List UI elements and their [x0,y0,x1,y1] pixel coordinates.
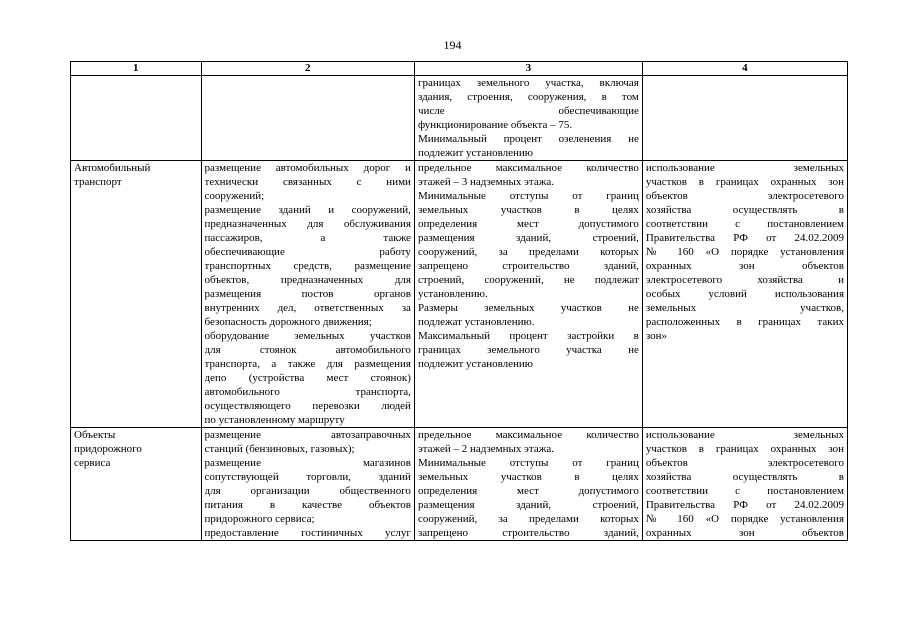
text-line: сооружений, за пределами которых [417,246,639,258]
table-row-continuation [71,76,848,161]
text-line: расположенных в границах таких [645,316,844,328]
text-line: функционирование объекта – 75. [417,119,573,131]
cell-parameters [414,76,642,161]
header-col-2: 2 [201,62,414,76]
text-line: определения мест допустимого [417,485,639,497]
text-line: Минимальные отступы от границ [417,457,639,469]
text-line: соответствии с постановлением [645,485,844,497]
cell-restrictions [642,428,847,541]
text-line: соответствии с постановлением [645,218,844,230]
text-line: размещения зданий, строений, [417,232,639,244]
text-line: внутренних дел, ответственных за [204,302,411,314]
text-line: подлежит установлению [417,147,534,159]
text-line: границах земельного участка, включая [417,77,639,89]
text-line: участков в границах охранных зон [645,443,844,455]
text-line: этажей – 2 надземных этажа. [417,443,554,455]
text-line: размещение автозаправочных [204,429,411,441]
text-line: подлежит установлению [417,358,534,370]
text-line: сервиса [74,457,111,469]
text-line: технически связанных с ними [204,176,411,188]
text-line: пассажиров, а также [204,232,411,244]
text-line: Правительства РФ от 24.02.2009 [645,232,844,244]
cell-type [71,428,202,541]
text-line: оборудование земельных участков [204,330,411,342]
text-line: размещения зданий, строений, [417,499,639,511]
text-line: депо (устройства мест стоянок) [204,372,411,384]
regulations-table [70,61,848,541]
text-line: № 160 «О порядке установления [645,246,844,258]
text-line: транспорт [74,176,122,188]
text-line: зон» [645,330,668,342]
header-col-3: 3 [414,62,642,76]
text-line: станций (бензиновых, газовых); [204,443,355,455]
text-line: охранных зон объектов [645,527,844,539]
text-line: границах земельного участка не [417,344,639,356]
text-line: предоставление гостиничных услуг [204,527,411,539]
text-line: для стоянок автомобильного [204,344,411,356]
text-line: здания, строения, сооружения, в том [417,91,639,103]
text-line: особых условий использования [645,288,844,300]
cell-restrictions [642,76,847,161]
text-line: строений, сооружений, не подлежат [417,274,639,286]
text-line: предназначенных для обслуживания [204,218,411,230]
text-line: использование земельных [645,429,844,441]
header-col-1: 1 [71,62,202,76]
text-line: размещение зданий и сооружений, [204,204,411,216]
cell-restrictions [642,161,847,428]
text-line: земельных участков в целях [417,471,639,483]
text-line: запрещено строительство зданий, [417,260,639,272]
text-line: электросетевого хозяйства и [645,274,844,286]
text-line: Максимальный процент застройки в [417,330,639,342]
text-line: сооружений; [204,190,265,202]
text-line: сопутствующей торговли, зданий [204,471,411,483]
text-line: сооружений, за пределами которых [417,513,639,525]
text-line: определения мест допустимого [417,218,639,230]
text-line: осуществляющего перевозки людей [204,400,411,412]
text-line: охранных зон объектов [645,260,844,272]
text-line: транспортных средств, размещение [204,260,411,272]
header-col-4: 4 [642,62,847,76]
text-line: числе обеспечивающие [417,105,639,117]
text-line: участков в границах охранных зон [645,176,844,188]
text-line: Автомобильный [74,162,151,174]
text-line: объектов электросетевого [645,190,844,202]
text-line: придорожного сервиса; [204,513,315,525]
text-line: № 160 «О порядке установления [645,513,844,525]
cell-type [71,76,202,161]
text-line: придорожного [74,443,142,455]
text-line: земельных участков в целях [417,204,639,216]
text-line: запрещено строительство зданий, [417,527,639,539]
text-line: Правительства РФ от 24.02.2009 [645,499,844,511]
text-line: установлению. [417,288,488,300]
page-number: 194 [443,38,462,52]
table-header-row [71,62,848,76]
text-line: предельное максимальное количество [417,429,639,441]
text-line: Минимальные отступы от границ [417,190,639,202]
text-line: размещения постов органов [204,288,411,300]
text-line: предельное максимальное количество [417,162,639,174]
cell-permitted-use [201,76,414,161]
text-line: этажей – 3 надземных этажа. [417,176,554,188]
text-line: использование земельных [645,162,844,174]
cell-parameters [414,161,642,428]
text-line: обеспечивающие работу [204,246,411,258]
text-line: Минимальный процент озеленения не [417,133,639,145]
cell-type [71,161,202,428]
text-line: автомобильного транспорта, [204,386,411,398]
cell-permitted-use [201,428,414,541]
text-line: по установленному маршруту [204,414,345,426]
text-line: размещение автомобильных дорог и [204,162,411,174]
text-line: подлежат установлению. [417,316,535,328]
text-line: размещение магазинов [204,457,411,469]
text-line: земельных участков, [645,302,844,314]
table-row-road-transport [71,161,848,428]
text-line: хозяйства осуществлять в [645,204,844,216]
cell-parameters [414,428,642,541]
text-line: безопасность дорожного движения; [204,316,372,328]
text-line: питания в качестве объектов [204,499,411,511]
cell-permitted-use [201,161,414,428]
text-line: транспорта, а также для размещения [204,358,411,370]
text-line: Размеры земельных участков не [417,302,639,314]
table-row-roadside-service [71,428,848,541]
text-line: для организации общественного [204,485,411,497]
text-line: Объекты [74,429,116,441]
text-line: объектов, предназначенных для [204,274,411,286]
text-line: хозяйства осуществлять в [645,471,844,483]
text-line: объектов электросетевого [645,457,844,469]
